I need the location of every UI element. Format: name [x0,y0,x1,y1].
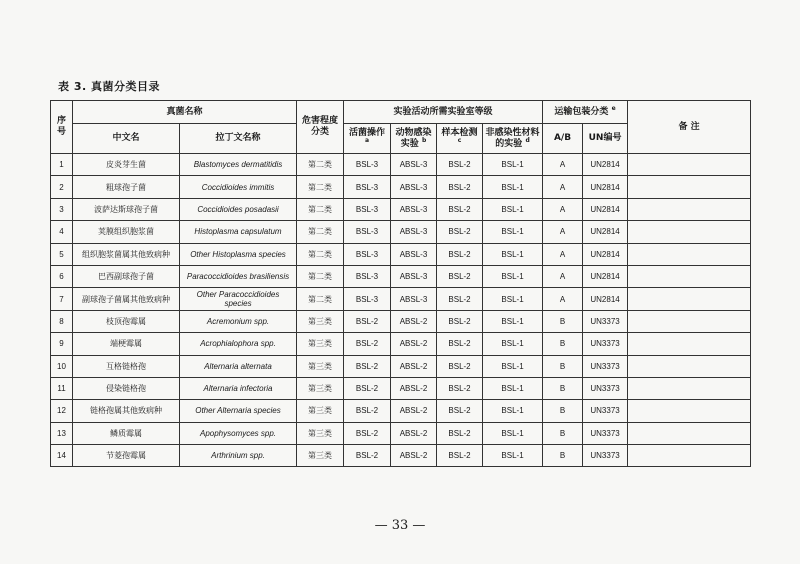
animal-infection-level-cell: ABSL-3 [391,198,437,220]
transport-ab-cell: A [543,198,583,220]
transport-ab-cell: A [543,265,583,287]
animal-infection-level-cell: ABSL-3 [391,265,437,287]
transport-ab-cell: A [543,243,583,265]
animal-infection-level-cell: ABSL-2 [391,310,437,332]
chinese-name-cell: 巴西副球孢子菌 [73,265,180,287]
chinese-name-cell: 副球孢子菌属其他致病种 [73,288,180,310]
sample-detection-level-cell: BSL-2 [437,176,483,198]
latin-name-cell: Other Paracoccidioides species [180,288,297,310]
live-culture-level-cell: BSL-3 [344,154,391,176]
latin-name-cell: Acremonium spp. [180,310,297,332]
non-infectious-level-cell: BSL-1 [483,400,543,422]
non-infectious-level-cell: BSL-1 [483,198,543,220]
remarks-cell [628,221,751,243]
chinese-name-cell: 粗球孢子菌 [73,176,180,198]
chinese-name-cell: 节菱孢霉属 [73,445,180,467]
table-row [51,176,751,198]
non-infectious-level-cell: BSL-1 [483,422,543,444]
un-number-cell: UN2814 [583,288,628,310]
animal-infection-level-cell: ABSL-2 [391,377,437,399]
live-culture-level-cell: BSL-2 [344,355,391,377]
transport-ab-cell: B [543,310,583,332]
animal-infection-level-cell: ABSL-2 [391,400,437,422]
header-fungus-name: 真菌名称 [73,101,297,124]
header-ab: A/B [543,124,583,154]
transport-ab-cell: B [543,355,583,377]
remarks-cell [628,154,751,176]
fungi-classification-table [50,100,751,467]
header-latin-name: 拉丁文名称 [180,124,297,154]
sample-detection-level-cell: BSL-2 [437,221,483,243]
table-row [51,400,751,422]
non-infectious-level-cell: BSL-1 [483,445,543,467]
chinese-name-cell: 枝顶孢霉属 [73,310,180,332]
latin-name-cell: Alternaria alternata [180,355,297,377]
un-number-cell: UN3373 [583,422,628,444]
seq-cell: 10 [51,355,73,377]
latin-name-cell: Paracoccidioides brasiliensis [180,265,297,287]
non-infectious-level-cell: BSL-1 [483,377,543,399]
header-sample-detection: 样本检测 $^c$ [437,124,483,154]
seq-cell: 7 [51,288,73,310]
un-number-cell: UN2814 [583,198,628,220]
remarks-cell [628,176,751,198]
hazard-class-cell: 第三类 [297,355,344,377]
remarks-cell [628,198,751,220]
remarks-cell [628,333,751,355]
sample-detection-level-cell: BSL-2 [437,288,483,310]
live-culture-level-cell: BSL-3 [344,176,391,198]
table-row [51,445,751,467]
hazard-class-cell: 第二类 [297,265,344,287]
seq-cell: 13 [51,422,73,444]
remarks-cell [628,400,751,422]
latin-name-cell: Other Alternaria species [180,400,297,422]
table-row [51,221,751,243]
seq-cell: 11 [51,377,73,399]
chinese-name-cell: 波萨达斯球孢子菌 [73,198,180,220]
sample-detection-level-cell: BSL-2 [437,422,483,444]
sample-detection-level-cell: BSL-2 [437,333,483,355]
latin-name-cell: Apophysomyces spp. [180,422,297,444]
chinese-name-cell: 荚膜组织胞浆菌 [73,221,180,243]
latin-name-cell: Arthrinium spp. [180,445,297,467]
seq-cell: 6 [51,265,73,287]
header-seq: 序号 [51,101,73,154]
remarks-cell [628,445,751,467]
sample-detection-level-cell: BSL-2 [437,243,483,265]
chinese-name-cell: 互格链格孢 [73,355,180,377]
sample-detection-level-cell: BSL-2 [437,198,483,220]
transport-ab-cell: B [543,333,583,355]
un-number-cell: UN2814 [583,176,628,198]
remarks-cell [628,243,751,265]
transport-ab-cell: B [543,422,583,444]
animal-infection-level-cell: ABSL-2 [391,422,437,444]
live-culture-level-cell: BSL-3 [344,198,391,220]
hazard-class-cell: 第三类 [297,445,344,467]
hazard-class-cell: 第二类 [297,198,344,220]
remarks-cell [628,310,751,332]
seq-cell: 8 [51,310,73,332]
animal-infection-level-cell: ABSL-2 [391,355,437,377]
hazard-class-cell: 第二类 [297,176,344,198]
sample-detection-level-cell: BSL-2 [437,310,483,332]
un-number-cell: UN3373 [583,333,628,355]
transport-ab-cell: B [543,400,583,422]
un-number-cell: UN2814 [583,265,628,287]
seq-cell: 5 [51,243,73,265]
remarks-cell [628,377,751,399]
non-infectious-level-cell: BSL-1 [483,154,543,176]
animal-infection-level-cell: ABSL-2 [391,445,437,467]
header-live-culture: 活菌操作 $^a$ [344,124,391,154]
un-number-cell: UN2814 [583,243,628,265]
non-infectious-level-cell: BSL-1 [483,288,543,310]
remarks-cell [628,288,751,310]
hazard-class-cell: 第二类 [297,221,344,243]
seq-cell: 9 [51,333,73,355]
transport-ab-cell: B [543,445,583,467]
non-infectious-level-cell: BSL-1 [483,333,543,355]
chinese-name-cell: 鳞质霉属 [73,422,180,444]
live-culture-level-cell: BSL-2 [344,333,391,355]
header-remarks: 备 注 [628,101,751,154]
hazard-class-cell: 第三类 [297,310,344,332]
transport-ab-cell: B [543,377,583,399]
chinese-name-cell: 链格孢属其他致病种 [73,400,180,422]
latin-name-cell: Acrophialophora spp. [180,333,297,355]
sample-detection-level-cell: BSL-2 [437,400,483,422]
sample-detection-level-cell: BSL-2 [437,265,483,287]
hazard-class-cell: 第三类 [297,377,344,399]
chinese-name-cell: 皮炎芽生菌 [73,154,180,176]
transport-ab-cell: A [543,288,583,310]
animal-infection-level-cell: ABSL-2 [391,333,437,355]
latin-name-cell: Other Histoplasma species [180,243,297,265]
un-number-cell: UN2814 [583,221,628,243]
latin-name-cell: Blastomyces dermatitidis [180,154,297,176]
seq-cell: 14 [51,445,73,467]
non-infectious-level-cell: BSL-1 [483,176,543,198]
non-infectious-level-cell: BSL-1 [483,310,543,332]
remarks-cell [628,355,751,377]
seq-cell: 12 [51,400,73,422]
sample-detection-level-cell: BSL-2 [437,377,483,399]
table-row [51,198,751,220]
hazard-class-cell: 第三类 [297,422,344,444]
hazard-class-cell: 第二类 [297,243,344,265]
latin-name-cell: Coccidioides immitis [180,176,297,198]
table-row [51,243,751,265]
chinese-name-cell: 端梗霉属 [73,333,180,355]
transport-ab-cell: A [543,154,583,176]
header-transport: 运输包装分类 $^e$ [543,101,628,124]
live-culture-level-cell: BSL-2 [344,310,391,332]
non-infectious-level-cell: BSL-1 [483,355,543,377]
latin-name-cell: Alternaria infectoria [180,377,297,399]
hazard-class-cell: 第二类 [297,288,344,310]
sample-detection-level-cell: BSL-2 [437,154,483,176]
table-row [51,422,751,444]
page-number: — 33 — [374,518,426,533]
un-number-cell: UN3373 [583,400,628,422]
animal-infection-level-cell: ABSL-3 [391,221,437,243]
seq-cell: 1 [51,154,73,176]
un-number-cell: UN3373 [583,310,628,332]
live-culture-level-cell: BSL-3 [344,221,391,243]
live-culture-level-cell: BSL-2 [344,445,391,467]
chinese-name-cell: 侵染链格孢 [73,377,180,399]
table-row [51,310,751,332]
hazard-class-cell: 第三类 [297,333,344,355]
seq-cell: 2 [51,176,73,198]
remarks-cell [628,422,751,444]
table-caption: 表 3. 真菌分类目录 [58,80,160,93]
header-un-number: UN编号 [583,124,628,154]
animal-infection-level-cell: ABSL-3 [391,288,437,310]
sample-detection-level-cell: BSL-2 [437,355,483,377]
table-row [51,265,751,287]
non-infectious-level-cell: BSL-1 [483,221,543,243]
table-row [51,355,751,377]
un-number-cell: UN2814 [583,154,628,176]
live-culture-level-cell: BSL-2 [344,377,391,399]
transport-ab-cell: A [543,176,583,198]
seq-cell: 4 [51,221,73,243]
hazard-class-cell: 第二类 [297,154,344,176]
table-row [51,377,751,399]
non-infectious-level-cell: BSL-1 [483,243,543,265]
header-non-infectious: 非感染性材料的实验 $^d$ [483,124,543,154]
animal-infection-level-cell: ABSL-3 [391,176,437,198]
chinese-name-cell: 组织胞浆菌属其他致病种 [73,243,180,265]
header-hazard-class: 危害程度分类 [297,101,344,154]
animal-infection-level-cell: ABSL-3 [391,154,437,176]
hazard-class-cell: 第三类 [297,400,344,422]
un-number-cell: UN3373 [583,355,628,377]
live-culture-level-cell: BSL-3 [344,288,391,310]
transport-ab-cell: A [543,221,583,243]
header-lab-level: 实验活动所需实验室等级 [344,101,543,124]
live-culture-level-cell: BSL-2 [344,400,391,422]
sample-detection-level-cell: BSL-2 [437,445,483,467]
table-row [51,154,751,176]
latin-name-cell: Coccidioides posadasii [180,198,297,220]
latin-name-cell: Histoplasma capsulatum [180,221,297,243]
table-row [51,288,751,310]
non-infectious-level-cell: BSL-1 [483,265,543,287]
header-chinese-name: 中文名 [73,124,180,154]
seq-cell: 3 [51,198,73,220]
live-culture-level-cell: BSL-3 [344,243,391,265]
un-number-cell: UN3373 [583,445,628,467]
live-culture-level-cell: BSL-3 [344,265,391,287]
live-culture-level-cell: BSL-2 [344,422,391,444]
header-animal-infection: 动物感染实验 $^b$ [391,124,437,154]
un-number-cell: UN3373 [583,377,628,399]
remarks-cell [628,265,751,287]
table-row [51,333,751,355]
animal-infection-level-cell: ABSL-3 [391,243,437,265]
